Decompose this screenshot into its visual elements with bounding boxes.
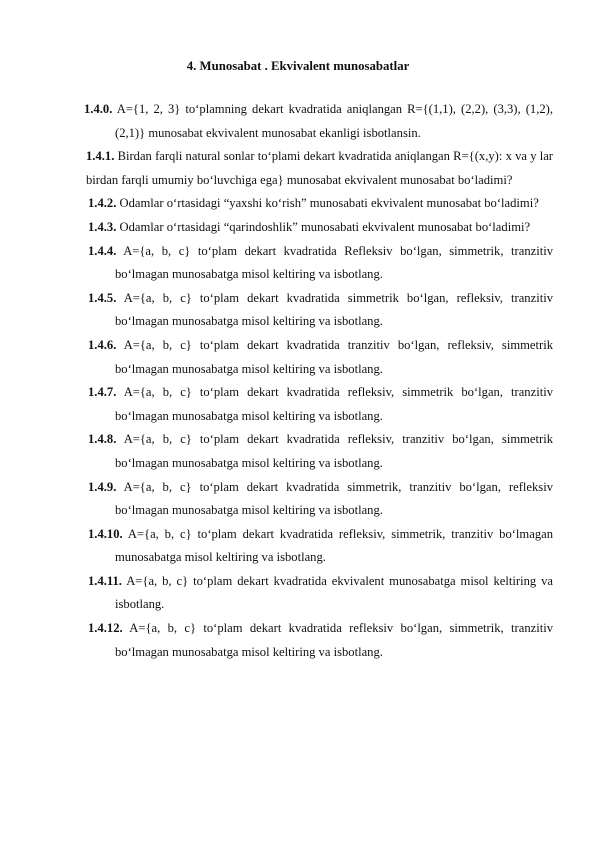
problem-number: 1.4.10. [88, 526, 123, 541]
section-title: 4. Munosabat . Ekvivalent munosabatlar [186, 59, 410, 73]
problem-number: 1.4.9. [88, 479, 117, 494]
problem-1-4-11 [88, 570, 553, 617]
problem-text: Birdan farqli natural sonlar to‘plami dekart kvadratida aniqlangan R={(x,y): x va y lar birdan farqli umumiy bo‘luvchiga ega} munosabat ekvivalent munosabat bo‘ladimi? [86, 149, 553, 187]
problem-1-4-7 [88, 381, 553, 428]
problem-text: A={1, 2, 3} to‘plamning dekart kvadratida aniqlangan R={(1,1), (2,2), (3,3), (1,2), (2,1)} munosabat ekvivalent munosabat ekanligi isbotlansin. [112, 102, 553, 140]
problem-number: 1.4.11. [88, 573, 122, 588]
problem-1-4-12 [88, 617, 553, 664]
problem-number: 1.4.6. [88, 337, 117, 352]
problem-number: 1.4.2. [88, 196, 117, 211]
problem-1-4-2 [88, 192, 553, 216]
problem-text: A={a, b, c} to‘plam dekart kvadratida simmetrik bo‘lgan, refleksiv, tranzitiv bo‘lmagan munosabatga misol keltiring va isbotlang. [115, 290, 553, 329]
problem-number: 1.4.8. [88, 432, 117, 447]
problem-number: 1.4.3. [88, 219, 117, 234]
problem-number: 1.4.5. [88, 290, 117, 305]
problem-1-4-1 [86, 145, 553, 192]
problem-number: 1.4.1. [86, 149, 115, 164]
problem-1-4-9 [88, 476, 553, 523]
problem-text: Odamlar o‘rtasidagi “yaxshi ko‘rish” munosabati ekvivalent munosabat bo‘ladimi? [116, 196, 539, 211]
problem-text: A={a, b, c} to‘plam dekart kvadratida ekvivalent munosabatga misol keltiring va isbotlang. [115, 573, 553, 612]
problem-text: A={a, b, c} to‘plam dekart kvadratida tranzitiv bo‘lgan, refleksiv, simmetrik bo‘lmagan munosabatga misol keltiring va isbotlang. [115, 337, 553, 376]
problem-text: A={a, b, c} to‘plam dekart kvadratida refleksiv bo‘lgan, simmetrik, tranzitiv bo‘lmagan munosabatga misol keltiring va isbotlang. [115, 621, 553, 659]
problem-1-4-4 [88, 240, 553, 287]
problem-1-4-0 [84, 98, 553, 145]
problem-number: 1.4.12. [88, 621, 123, 636]
problem-number: 1.4.7. [88, 385, 117, 400]
problem-text: A={a, b, c} to‘plam dekart kvadratida Refleksiv bo‘lgan, simmetrik, tranzitiv bo‘lmagan munosabatga misol keltiring va isbotlang. [115, 243, 553, 282]
problem-text: A={a, b, c} to‘plam dekart kvadratida refleksiv, simmetrik bo‘lgan, tranzitiv bo‘lmagan munosabatga misol keltiring va isbotlang. [115, 385, 553, 423]
problem-number: 1.4.0. [84, 102, 113, 116]
problem-text: Odamlar o‘rtasidagi “qarindoshlik” munosabati ekvivalent munosabat bo‘ladimi? [116, 219, 531, 234]
problem-text: A={a, b, c} to‘plam dekart kvadratida simmetrik, tranzitiv bo‘lgan, refleksiv bo‘lmagan munosabatga misol keltiring va isbotlang. [115, 479, 553, 518]
problem-1-4-8 [88, 428, 553, 475]
problem-text: A={a, b, c} to‘plam dekart kvadratida refleksiv, tranzitiv bo‘lgan, simmetrik bo‘lmagan munosabatga misol keltiring va isbotlang. [115, 432, 553, 470]
problem-text: A={a, b, c} to‘plam dekart kvadratida refleksiv, simmetrik, tranzitiv bo‘lmagan munosabatga misol keltiring va isbotlang. [115, 526, 553, 565]
problem-number: 1.4.4. [88, 243, 117, 258]
problem-1-4-10 [88, 523, 553, 570]
problem-1-4-6 [88, 334, 553, 381]
problem-list [0, 98, 596, 664]
problem-1-4-5 [88, 287, 553, 334]
problem-1-4-3 [88, 216, 553, 240]
